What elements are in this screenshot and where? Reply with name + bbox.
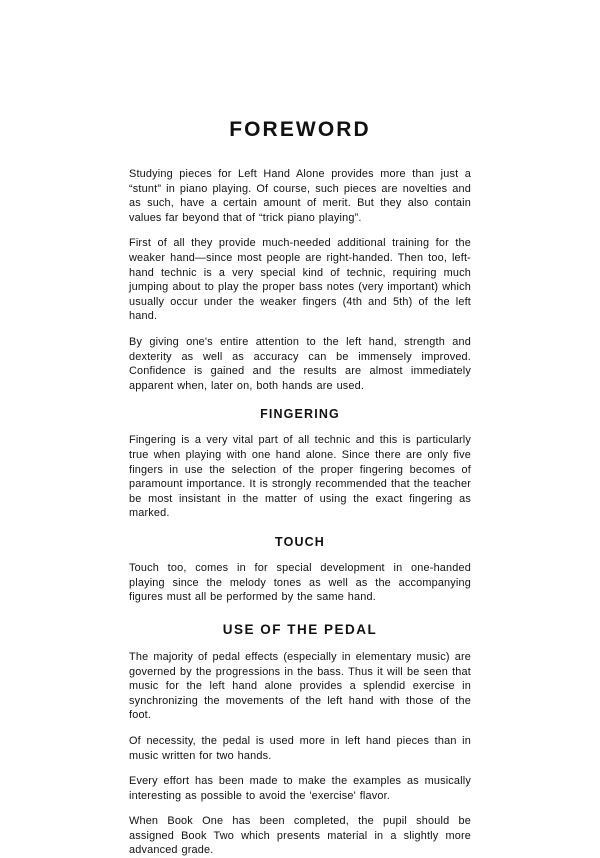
paragraph: Of necessity, the pedal is used more in left hand pieces than in music written for two hands. bbox=[129, 734, 471, 762]
section-touch bbox=[129, 521, 471, 605]
paragraph: By giving one's entire attention to the left hand, strength and dexterity as well as accuracy can be immensely improved. Confidence is gained and the results are almost immediately apparent when, later on, both hands are used. bbox=[129, 336, 471, 392]
paragraph: Fingering is a very vital part of all technic and this is particularly true when playing with one hand alone. Since there are only five fingers in use the selection of the proper fingering becomes of paramount importance. It is strongly recommended that the teacher be most insistant in the matter of using the exact fingering as marked. bbox=[129, 434, 471, 520]
page-title: FOREWORD bbox=[229, 118, 371, 141]
paragraph: Studying pieces for Left Hand Alone provides more than just a “stunt” in piano playing. Of course, such pieces are novelties and as such, have a certain amount of merit. But they also contain values far beyond that of “trick piano playing”. bbox=[129, 168, 471, 224]
section-heading-fingering: FINGERING bbox=[260, 407, 340, 422]
paragraph: Every effort has been made to make the examples as musically interesting as possible to avoid the 'exercise' flavor. bbox=[129, 775, 471, 802]
section-intro bbox=[129, 167, 471, 393]
paragraph: When Book One has been completed, the pupil should be assigned Book Two which presents material in a slightly more advanced grade. bbox=[129, 815, 471, 857]
section-heading-use-of-the-pedal: USE OF THE PEDAL bbox=[222, 621, 378, 637]
paragraph: First of all they provide much-needed additional training for the weaker hand—since most people are right-handed. Then too, left-hand technic is a very special kind of technic, requiring much jumping about to play the proper bass notes (very important) which usually occur under the weaker fingers (4th and 5th) of the left hand. bbox=[129, 237, 471, 323]
section-heading-touch: TOUCH bbox=[275, 534, 325, 549]
paragraph: Touch too, comes in for special development in one-handed playing since the melody tones as well as the accompanying figures must all be performed by the same hand. bbox=[129, 561, 471, 604]
paragraph: The majority of pedal effects (especially in elementary music) are governed by the progressions in the bass. Thus it will be seen that music for the left hand alone provides a splendid exercise in synchronizing the movements of the left hand with those of the foot. bbox=[129, 650, 471, 722]
section-fingering bbox=[129, 393, 471, 521]
section-use-of-the-pedal bbox=[129, 605, 471, 858]
document-content-column bbox=[129, 118, 471, 858]
